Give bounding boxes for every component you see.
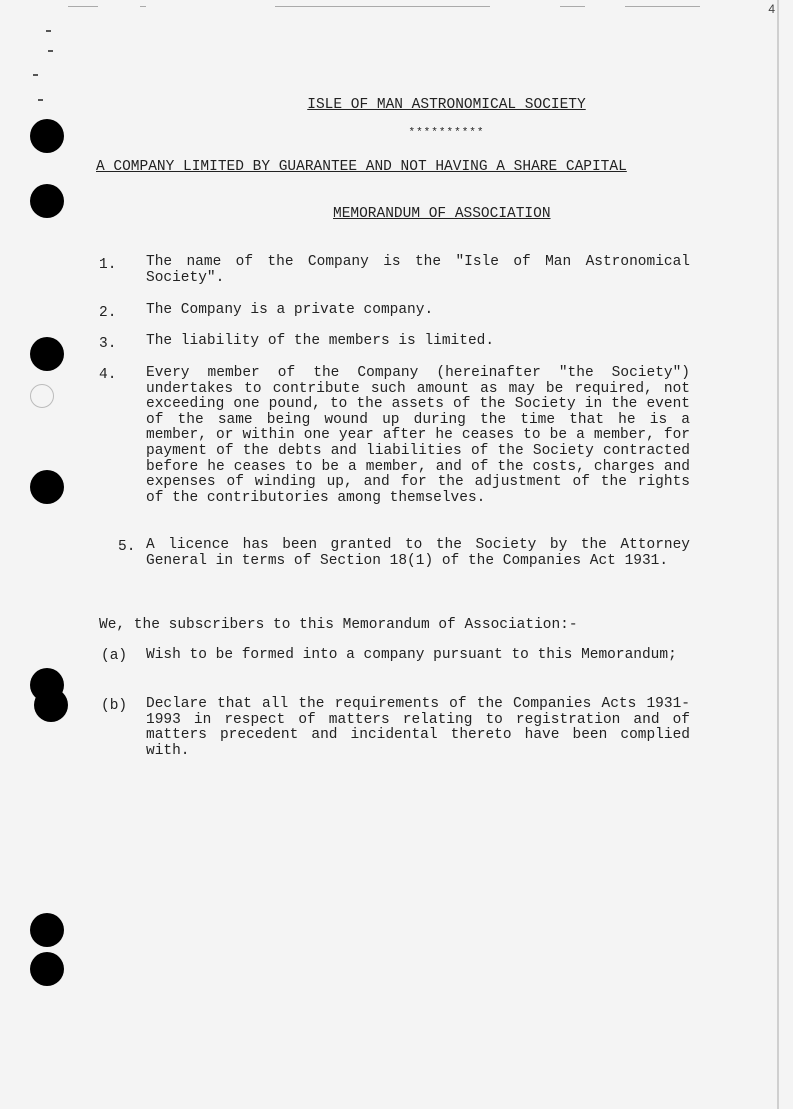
declaration-label: (b) [101, 698, 128, 714]
scan-artifact-mark [46, 30, 51, 32]
document-title: ISLE OF MAN ASTRONOMICAL SOCIETY [307, 97, 586, 113]
declaration-text: Declare that all the requirements of the Companies Acts 1931-1993 in respect of matters relating to registration and of matters precedent and incidental thereto have been complied with. [146, 696, 690, 759]
clause-number: 3. [99, 336, 117, 352]
page-edge-rule [777, 0, 779, 1109]
punch-hole [30, 184, 64, 218]
scan-artifact-line [625, 6, 700, 7]
punch-hole [30, 952, 64, 986]
document-subtitle: A COMPANY LIMITED BY GUARANTEE AND NOT HAVING A SHARE CAPITAL [96, 159, 627, 175]
clause-number: 5. [118, 539, 136, 555]
scan-artifact-mark [48, 50, 53, 52]
clause-text: Every member of the Company (hereinafter "the Society") undertakes to contribute such amount as may be required, not exceeding one pound, to the assets of the Society in the event of the same being wound up during the time that he is a member, or within one year after he ceases to be a member, for payment of the debts and liabilities of the Society contracted before he ceases to be a member, and of the costs, charges and expenses of winding up, and for the adjustment of the rights of the contributories among themselves. [146, 365, 690, 506]
page-number: 4 [768, 2, 775, 16]
scan-artifact-line [140, 6, 146, 7]
declaration-label: (a) [101, 648, 128, 664]
punch-hole [30, 384, 54, 408]
clause-text: The name of the Company is the "Isle of Man Astronomical Society". [146, 254, 690, 286]
punch-hole [30, 337, 64, 371]
section-title: MEMORANDUM OF ASSOCIATION [333, 206, 551, 222]
clause-number: 4. [99, 367, 117, 383]
scan-artifact-line [560, 6, 585, 7]
punch-hole [34, 688, 68, 722]
scan-artifact-line [275, 6, 490, 7]
scan-artifact-mark [33, 74, 38, 76]
punch-hole [30, 470, 64, 504]
clause-text: The liability of the members is limited. [146, 333, 495, 349]
clause-text: The Company is a private company. [146, 302, 434, 318]
clause-number: 1. [99, 257, 117, 273]
scan-artifact-line [68, 6, 98, 7]
clause-number: 2. [99, 305, 117, 321]
scan-artifact-mark [38, 99, 43, 101]
clause-text: A licence has been granted to the Society by the Attorney General in terms of Section 18(1) of the Companies Act 1931. [146, 537, 690, 569]
subscribers-intro: We, the subscribers to this Memorandum of Association:- [99, 617, 578, 633]
title-stars: ********** [408, 127, 485, 139]
punch-hole [30, 913, 64, 947]
declaration-text: Wish to be formed into a company pursuant to this Memorandum; [146, 647, 677, 663]
